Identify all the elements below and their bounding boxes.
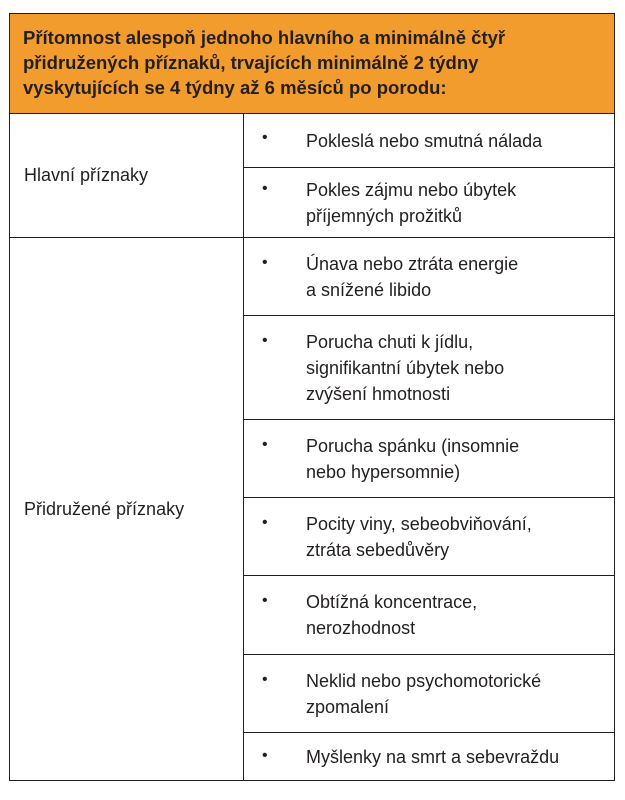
item-text bbox=[306, 511, 614, 563]
item-line: a snížené libido bbox=[306, 279, 432, 300]
bullet-icon: • bbox=[262, 747, 268, 764]
header-line: vyskytujících se 4 týdny až 6 měsíců po porodu: bbox=[23, 77, 447, 98]
item-line: signifikantní úbytek nebo bbox=[306, 357, 505, 378]
list-item bbox=[244, 733, 614, 780]
item-line: nebo hypersomnie) bbox=[306, 461, 461, 482]
bullet-icon: • bbox=[262, 332, 268, 349]
bullet-icon: • bbox=[262, 436, 268, 453]
section-associated-symptoms bbox=[10, 238, 614, 780]
list-item bbox=[244, 238, 614, 316]
item-line: Pocity viny, sebeobviňování, bbox=[306, 513, 532, 534]
item-line: Únava nebo ztráta energie bbox=[306, 253, 519, 274]
bullet-icon: • bbox=[262, 254, 268, 271]
header-line: Přítomnost alespoň jednoho hlavního a minimálně čtyř bbox=[23, 27, 506, 48]
item-line: zvýšení hmotnosti bbox=[306, 383, 451, 404]
table-header bbox=[10, 14, 614, 114]
section-items bbox=[244, 238, 614, 780]
bullet-icon: • bbox=[262, 671, 268, 688]
list-item bbox=[244, 576, 614, 655]
item-line: nerozhodnost bbox=[306, 618, 416, 638]
section-label: Hlavní příznaky bbox=[10, 114, 244, 237]
bullet-icon: • bbox=[262, 592, 268, 609]
symptom-table bbox=[9, 13, 615, 781]
item-line: zpomalení bbox=[306, 696, 390, 717]
section-label: Přidružené příznaky bbox=[10, 238, 244, 780]
item-line: Pokleslá nebo smutná nálada bbox=[306, 130, 543, 151]
item-text bbox=[306, 433, 614, 485]
list-item bbox=[244, 168, 614, 237]
section-main-symptoms bbox=[10, 114, 614, 238]
header-line: přidružených příznaků, trvajících minimálně 2 týdny bbox=[23, 52, 479, 73]
bullet-icon: • bbox=[262, 129, 268, 146]
item-text bbox=[306, 744, 614, 770]
item-line: Obtížná koncentrace, bbox=[306, 592, 478, 612]
item-line: Neklid nebo psychomotorické bbox=[306, 670, 542, 691]
item-line: ztráta sebedůvěry bbox=[306, 539, 450, 560]
list-item bbox=[244, 114, 614, 168]
item-text bbox=[306, 589, 614, 641]
item-text bbox=[306, 668, 614, 720]
item-text bbox=[306, 177, 614, 229]
item-line: Porucha spánku (insomnie bbox=[306, 435, 520, 456]
list-item bbox=[244, 498, 614, 576]
item-line: Myšlenky na smrt a sebevraždu bbox=[306, 746, 560, 767]
item-line: příjemných prožitků bbox=[306, 205, 463, 226]
list-item bbox=[244, 655, 614, 733]
item-line: Porucha chuti k jídlu, bbox=[306, 331, 474, 352]
list-item bbox=[244, 420, 614, 498]
list-item bbox=[244, 316, 614, 420]
section-items bbox=[244, 114, 614, 237]
bullet-icon: • bbox=[262, 180, 268, 197]
item-text bbox=[306, 251, 614, 303]
item-text bbox=[306, 128, 614, 154]
bullet-icon: • bbox=[262, 514, 268, 531]
item-text bbox=[306, 329, 614, 407]
item-line: Pokles zájmu nebo úbytek bbox=[306, 179, 517, 200]
